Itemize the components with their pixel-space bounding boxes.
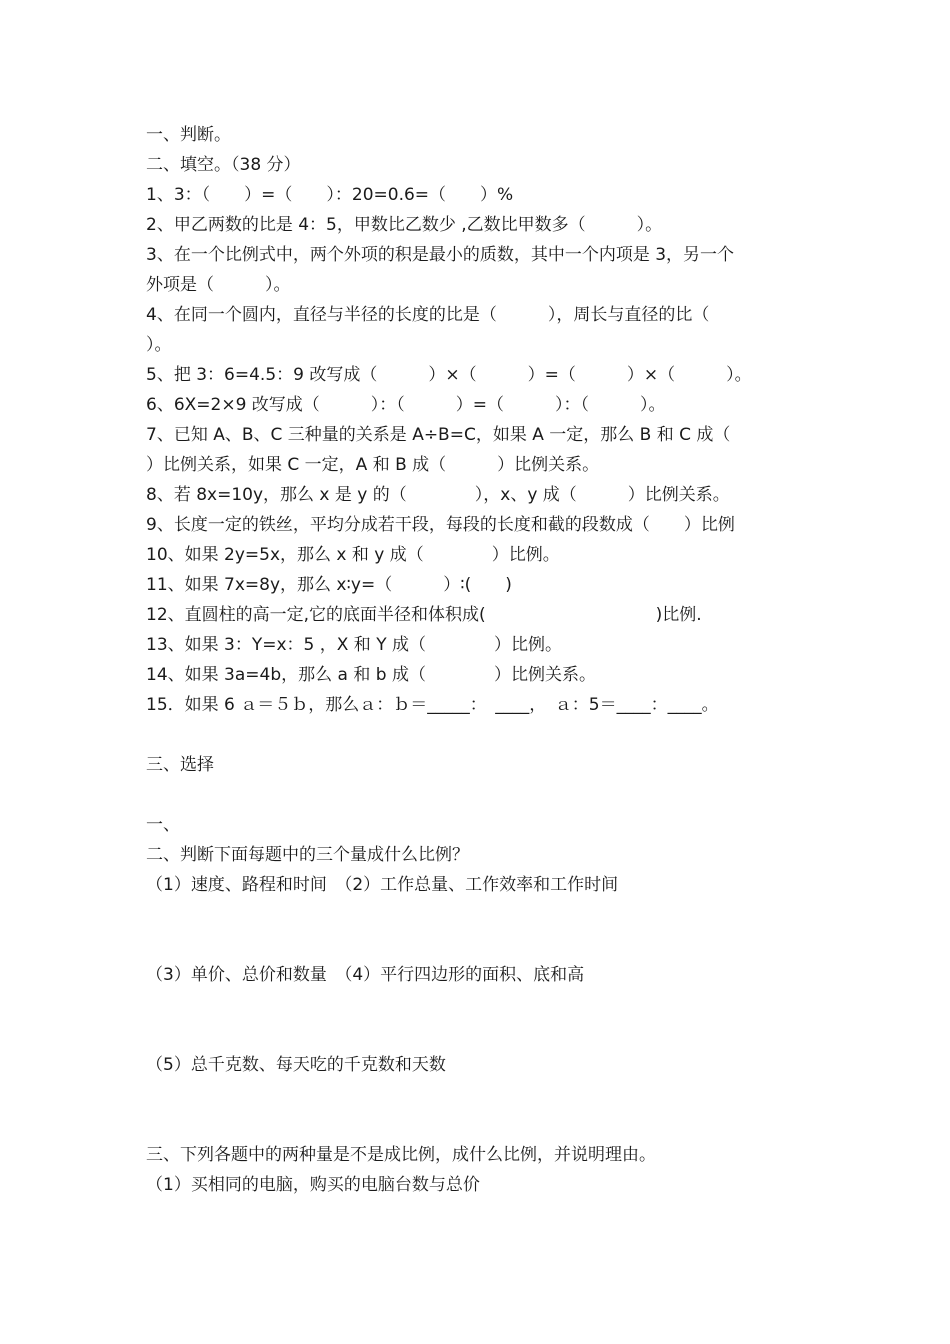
subsection3-heading: 三、下列各题中的两种量是不是成比例，成什么比例，并说明理由。 [146,1145,656,1165]
document-page [146,120,836,1200]
fill-blank-item: 15．如果 6 ａ＝５ｂ，那么ａ：ｂ＝_____： ____， ａ：5＝____：____。 [146,695,719,715]
fill-blank-item: 7、已知 A、B、C 三种量的关系是 A÷B=C，如果 A 一定，那么 B 和 C 成（ [146,425,731,445]
fill-blank-item: ）。 [146,335,172,355]
fill-blank-list [146,180,836,720]
fill-blank-item: 12、直圆柱的高一定,它的底面半径和体积成( )比例. [146,605,702,625]
fill-blank-item: 14、如果 3a=4b，那么 a 和 b 成（ ）比例关系。 [146,665,596,685]
fill-blank-item: 3、在一个比例式中，两个外项的积是最小的质数，其中一个内项是 3，另一个 [146,245,735,265]
subsection2-heading: 二、判断下面每题中的三个量成什么比例？ [146,845,469,865]
judge-item: （3）单价、总价和数量 （4）平行四边形的面积、底和高 [146,965,585,985]
fill-blank-item: 6、6X=2×9 改写成（ ）：（ ）=（ ）：（ ）。 [146,395,666,415]
section1-heading: 一、判断。 [146,125,231,145]
fill-blank-item: ）比例关系，如果 C 一定，A 和 B 成（ ）比例关系。 [146,455,600,475]
fill-blank-item: 10、如果 2y=5x，那么 x 和 y 成（ ）比例。 [146,545,560,565]
fill-blank-item: 2、甲乙两数的比是 4：5，甲数比乙数少 ,乙数比甲数多（ ）。 [146,215,663,235]
fill-blank-item: 13、如果 3：Y=x：5 ，X 和 Y 成（ ）比例。 [146,635,563,655]
fill-blank-item: 4、在同一个圆内，直径与半径的长度的比是（ ），周长与直径的比（ [146,305,710,325]
fill-blank-item: 9、长度一定的铁丝，平均分成若干段，每段的长度和截的段数成（ ）比例 [146,515,735,535]
fill-blank-item: 1、3：（ ）=（ ）：20=0.6=（ ）% [146,185,514,205]
subsection1-heading: 一、 [146,815,180,835]
fill-blank-item: 11、如果 7x=8y，那么 x∶y=（ ）∶( ) [146,575,512,595]
judge-item: （5）总千克数、每天吃的千克数和天数 [146,1055,446,1075]
fill-blank-item: 外项是（ ）。 [146,275,291,295]
fill-blank-item: 5、把 3：6=4.5：9 改写成（ ）×（ ）=（ ）×（ ）。 [146,365,752,385]
judge-item: （1）速度、路程和时间 （2）工作总量、工作效率和工作时间 [146,875,619,895]
fill-blank-item: 8、若 8x=10y，那么 x 是 y 的（ ），x、y 成（ ）比例关系。 [146,485,730,505]
sub3-item: （1）买相同的电脑，购买的电脑台数与总价 [146,1175,480,1195]
section3-heading: 三、选择 [146,755,214,775]
section2-heading: 二、填空。（38 分） [146,155,301,175]
